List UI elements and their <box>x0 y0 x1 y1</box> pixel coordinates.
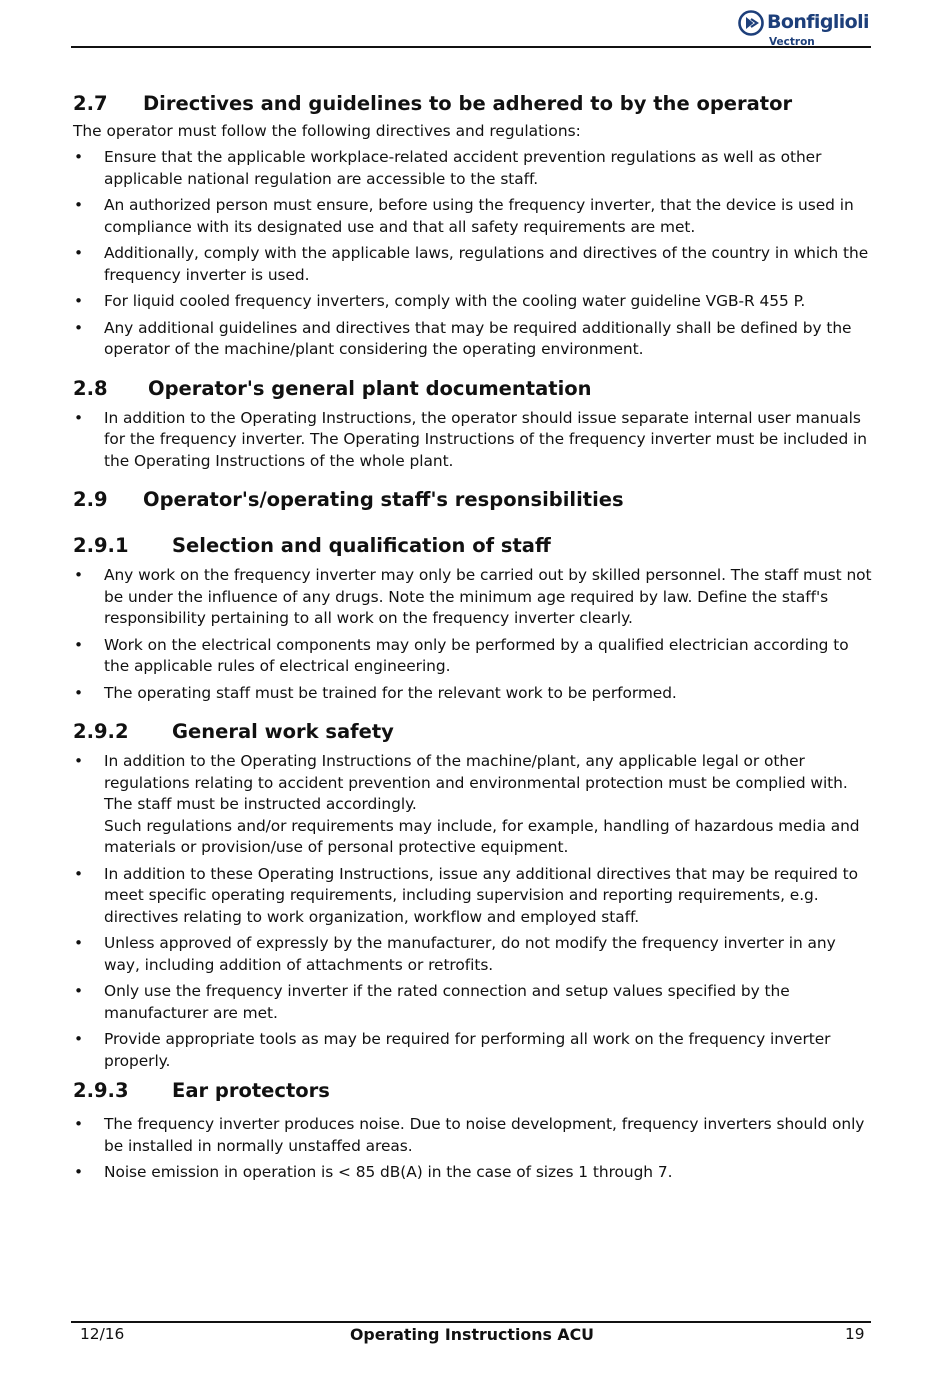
bullet-icon: • <box>74 148 84 166</box>
list-item <box>73 1114 873 1157</box>
list-item-text: Unless approved of expressly by the manufacturer, do not modify the frequency inverter in any way, including addition of attachments or retrofits. <box>104 934 836 974</box>
brand-name: Bonfiglioli <box>767 11 869 33</box>
section-heading <box>73 90 873 118</box>
bullet-icon: • <box>74 318 84 337</box>
bullet-icon: • <box>74 566 84 584</box>
list-item <box>73 243 873 286</box>
list-item <box>73 318 873 361</box>
list-item-text: The operating staff must be trained for the relevant work to be performed. <box>104 683 677 702</box>
list-item-text: Work on the electrical components may only be performed by a qualified electrician according to the applicable rules of electrical engineering. <box>104 635 849 675</box>
bullet-icon: • <box>74 244 84 262</box>
bullet-icon: • <box>74 1115 84 1133</box>
bullet-icon: • <box>74 982 84 1000</box>
bullet-icon: • <box>74 1163 84 1181</box>
section-number: 2.9 <box>73 488 108 511</box>
footer-rule <box>71 1321 871 1323</box>
list-item <box>73 864 873 929</box>
section-title: Operator's general plant documentation <box>148 376 592 400</box>
bullet-icon: • <box>74 864 84 883</box>
bullet-icon: • <box>74 752 84 770</box>
section-heading <box>73 375 873 403</box>
list-item <box>73 1162 873 1184</box>
list-item-text: Noise emission in operation is < 85 dB(A) in the case of sizes 1 through 7. <box>104 1163 673 1181</box>
section-title: Directives and guidelines to be adhered to by the operator <box>143 92 793 115</box>
list-item-text: Additionally, comply with the applicable laws, regulations and directives of the country in which the frequency inverter is used. <box>104 244 869 284</box>
list-item <box>73 933 873 976</box>
list-item-text: Provide appropriate tools as may be required for performing all work on the frequency inverter properly. <box>104 1030 831 1070</box>
section-number: 2.7 <box>73 92 108 115</box>
list-item-text: Ensure that the applicable workplace-related accident prevention regulations as well as other applicable national regulation are accessible to the staff. <box>104 148 822 188</box>
footer-title: Operating Instructions ACU <box>350 1325 595 1344</box>
list-item <box>73 1029 873 1072</box>
bullet-icon: • <box>74 683 84 702</box>
list-item <box>73 683 873 705</box>
section-number: 2.9.1 <box>73 534 129 557</box>
section-number: 2.9.3 <box>73 1079 129 1102</box>
bonfiglioli-logo-icon <box>738 10 764 36</box>
subsection-heading <box>73 532 873 560</box>
list-item <box>73 408 873 473</box>
section-title: Selection and qualification of staff <box>172 534 551 557</box>
list-item-text: Only use the frequency inverter if the rated connection and setup values specified by the manufacturer are met. <box>104 982 790 1022</box>
section-number: 2.8 <box>73 376 108 400</box>
list-item-text: Any additional guidelines and directives that may be required additionally shall be defined by the operator of the machine/plant considering the operating environment. <box>104 318 852 358</box>
list-item <box>73 565 873 630</box>
list-item <box>73 751 873 859</box>
bullet-list <box>73 565 873 704</box>
bullet-icon: • <box>74 292 84 310</box>
bullet-icon: • <box>74 1030 84 1048</box>
list-item-text: In addition to the Operating Instructions, the operator should issue separate internal user manuals for the frequency inverter. The Operating Instructions of the frequency inverter must be included in the Operating Instructions of the whole plant. <box>104 408 867 470</box>
list-item-text: For liquid cooled frequency inverters, comply with the cooling water guideline VGB-R 455 P. <box>104 292 806 310</box>
list-item <box>73 291 873 313</box>
section-intro: The operator must follow the following directives and regulations: <box>73 122 581 140</box>
list-item-text: In addition to the Operating Instructions of the machine/plant, any applicable legal or other regulations relating to accident prevention and environmental protection must be complied with. The staff must be instructed accordingly. <box>104 752 848 813</box>
section-title: Ear protectors <box>172 1079 330 1102</box>
subsection-heading <box>73 718 873 746</box>
list-item-text: An authorized person must ensure, before using the frequency inverter, that the device is used in compliance with its designated use and that all safety requirements are met. <box>104 196 854 236</box>
bullet-icon: • <box>74 408 84 427</box>
list-item <box>73 981 873 1024</box>
bullet-list <box>73 1114 873 1184</box>
bullet-icon: • <box>74 635 84 654</box>
subsection-heading <box>73 1077 873 1105</box>
list-item <box>73 147 873 190</box>
list-item-text: In addition to these Operating Instructions, issue any additional directives that may be required to meet specific operating requirements, including supervision and reporting requirements, e.g. directives relating to work organization, workflow and employed staff. <box>104 864 859 926</box>
section-title: Operator's/operating staff's responsibilities <box>143 488 624 511</box>
section-heading <box>73 486 873 514</box>
bullet-list <box>73 408 873 473</box>
list-item-text: Any work on the frequency inverter may only be carried out by skilled personnel. The staff must not be under the influence of any drugs. Note the minimum age required by law. Define the staff's responsibility pertaining to all work on the frequency inverter clearly. <box>104 566 872 627</box>
footer-date: 12/16 <box>80 1325 125 1343</box>
list-item-text: The frequency inverter produces noise. Due to noise development, frequency inverters should only be installed in normally unstaffed areas. <box>104 1115 865 1155</box>
brand-subname: Vectron <box>769 36 815 48</box>
bullet-icon: • <box>74 934 84 952</box>
bullet-list <box>73 751 873 1072</box>
section-title: General work safety <box>172 720 394 743</box>
brand-logo <box>738 8 872 48</box>
bullet-icon: • <box>74 196 84 214</box>
list-item <box>73 635 873 678</box>
document-body <box>73 90 873 1189</box>
list-item-text-continued: Such regulations and/or requirements may include, for example, handling of hazardous media and materials or provision/use of personal protective equipment. <box>104 816 860 856</box>
page-number: 19 <box>845 1325 865 1343</box>
bullet-list <box>73 147 873 361</box>
section-number: 2.9.2 <box>73 720 129 743</box>
list-item <box>73 195 873 238</box>
